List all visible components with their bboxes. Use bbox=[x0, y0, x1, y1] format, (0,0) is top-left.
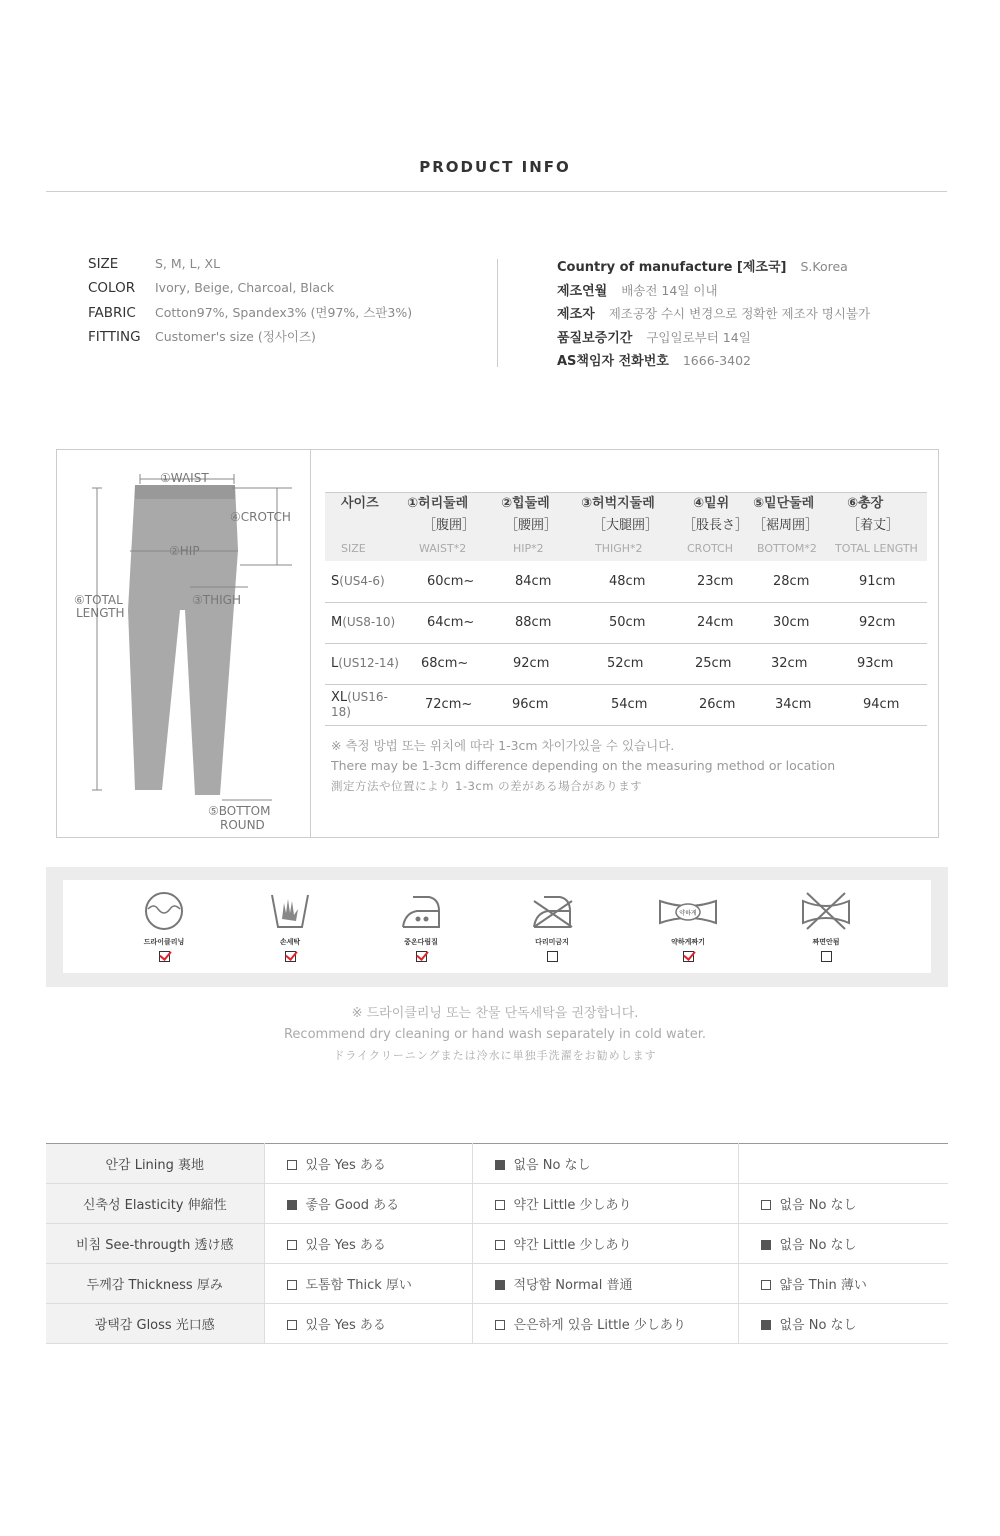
info-row-fitting bbox=[88, 327, 488, 351]
feature-option: 없음 No なし bbox=[738, 1304, 948, 1344]
value-cell: 25cm bbox=[683, 643, 753, 684]
checkbox-icon bbox=[495, 1320, 505, 1330]
value-cell: 23cm bbox=[683, 561, 753, 602]
value-cell: 50cm bbox=[581, 602, 683, 643]
care-checkbox bbox=[285, 951, 296, 962]
table-row bbox=[325, 602, 927, 643]
table-row bbox=[46, 1144, 948, 1184]
info-label: COLOR bbox=[88, 279, 136, 296]
size-table-header bbox=[325, 493, 927, 562]
info-row-color bbox=[88, 280, 488, 304]
waist-label: ①WAIST bbox=[160, 471, 209, 485]
no-iron-icon bbox=[530, 889, 574, 933]
feature-option: 도톰함 Thick 厚い bbox=[264, 1264, 472, 1304]
bottom-round-label-1: ⑤BOTTOM bbox=[208, 804, 271, 818]
feature-option: 은은하게 있음 Little 少しあり bbox=[472, 1304, 738, 1344]
care-checkbox bbox=[416, 951, 427, 962]
value-cell: 88cm bbox=[501, 602, 581, 643]
feature-label: 비침 See-througth 透け感 bbox=[46, 1224, 264, 1264]
info-label: FITTING bbox=[88, 328, 141, 345]
care-checkbox bbox=[547, 951, 558, 962]
feature-label: 신축성 Elasticity 伸縮性 bbox=[46, 1184, 264, 1224]
value-cell: 93cm bbox=[833, 643, 927, 684]
feature-option: 있음 Yes ある bbox=[264, 1224, 472, 1264]
feature-option: 없음 No なし bbox=[472, 1144, 738, 1184]
header-waist: ①허리둘레 ［腹囲］ WAIST*2 bbox=[405, 493, 501, 562]
info-row-size bbox=[88, 256, 488, 280]
feature-option: 얇음 Thin 薄い bbox=[738, 1264, 948, 1304]
info-value: 제조공장 수시 변경으로 정확한 제조자 명시불가 bbox=[608, 306, 871, 321]
table-row bbox=[46, 1304, 948, 1344]
care-item bbox=[648, 889, 728, 962]
checkbox-icon bbox=[495, 1160, 505, 1170]
value-cell: 34cm bbox=[753, 684, 833, 725]
care-checkbox bbox=[683, 951, 694, 962]
info-value: 1666-3402 bbox=[682, 353, 751, 368]
value-cell: 68cm~ bbox=[405, 643, 501, 684]
checkbox-icon bbox=[287, 1240, 297, 1250]
info-value: S, M, L, XL bbox=[155, 256, 221, 271]
care-notes bbox=[0, 1003, 990, 1066]
info-row-warranty bbox=[557, 327, 957, 351]
size-cell: XL(US16-18) bbox=[325, 684, 405, 725]
note-en: There may be 1-3cm difference depending on the measuring method or location bbox=[331, 758, 836, 773]
measurement-notes bbox=[331, 736, 835, 796]
feature-option: 약간 Little 少しあり bbox=[472, 1224, 738, 1264]
checkbox-icon bbox=[761, 1240, 771, 1250]
size-cell: S(US4-6) bbox=[325, 561, 405, 602]
feature-option: 있음 Yes ある bbox=[264, 1144, 472, 1184]
info-divider bbox=[497, 259, 498, 367]
care-label: 다리미금지 bbox=[535, 938, 569, 946]
pants-silhouette bbox=[128, 485, 238, 795]
checkbox-icon bbox=[287, 1200, 297, 1210]
care-label: 중온다림질 bbox=[404, 938, 438, 946]
hand-wash-icon bbox=[268, 889, 312, 933]
feature-option: 약간 Little 少しあり bbox=[472, 1184, 738, 1224]
care-note-jp: ドライクリーニングまたは冷水に単独手洗濯をお勧めします bbox=[333, 1049, 657, 1062]
care-item bbox=[381, 889, 461, 962]
care-item bbox=[124, 889, 204, 962]
value-cell: 64cm~ bbox=[405, 602, 501, 643]
value-cell: 92cm bbox=[501, 643, 581, 684]
info-row-manufacturer bbox=[557, 303, 957, 327]
info-row-fabric bbox=[88, 303, 488, 327]
feature-label: 광택감 Gloss 光口感 bbox=[46, 1304, 264, 1344]
value-cell: 48cm bbox=[581, 561, 683, 602]
no-wring-icon bbox=[801, 889, 851, 933]
pants-diagram bbox=[62, 460, 306, 832]
checkbox-icon bbox=[287, 1160, 297, 1170]
feature-option: 없음 No なし bbox=[738, 1224, 948, 1264]
note-jp: 測定方法や位置により 1-3cm の差がある場合があります bbox=[331, 779, 643, 793]
care-label: 드라이클리닝 bbox=[143, 938, 185, 946]
title-divider bbox=[46, 191, 947, 192]
value-cell: 28cm bbox=[753, 561, 833, 602]
info-value: Customer's size (정사이즈) bbox=[155, 328, 316, 344]
checkbox-icon bbox=[495, 1200, 505, 1210]
value-cell: 60cm~ bbox=[405, 561, 501, 602]
svg-text:약하게: 약하게 bbox=[679, 910, 697, 917]
checkbox-icon bbox=[761, 1200, 771, 1210]
header-crotch: ④밑위 ［股長さ］ CROTCH bbox=[683, 493, 753, 562]
table-row bbox=[325, 684, 927, 725]
info-value: S.Korea bbox=[800, 259, 848, 274]
table-row bbox=[325, 643, 927, 684]
feature-label: 안감 Lining 裏地 bbox=[46, 1144, 264, 1184]
info-label: Country of manufacture [제조국] bbox=[557, 260, 787, 275]
checkbox-icon bbox=[761, 1280, 771, 1290]
wring-gently-icon bbox=[658, 889, 718, 933]
feature-table bbox=[46, 1143, 948, 1344]
table-row bbox=[46, 1264, 948, 1304]
checkbox-icon bbox=[761, 1320, 771, 1330]
iron-medium-icon bbox=[399, 889, 443, 933]
value-cell: 72cm~ bbox=[405, 684, 501, 725]
value-cell: 84cm bbox=[501, 561, 581, 602]
header-bottom: ⑤밑단둘레 ［裾周囲］ BOTTOM*2 bbox=[753, 493, 833, 562]
header-size: 사이즈 SIZE bbox=[325, 493, 405, 562]
info-label: FABRIC bbox=[88, 305, 136, 321]
checkbox-icon bbox=[495, 1240, 505, 1250]
note-ko: ※ 측정 방법 또는 위치에 따라 1-3cm 차이가있을 수 있습니다. bbox=[331, 738, 675, 753]
care-label: 짜면안됨 bbox=[812, 938, 840, 946]
info-label: AS책임자 전화번호 bbox=[557, 354, 669, 369]
info-label: SIZE bbox=[88, 256, 119, 272]
size-cell: M(US8-10) bbox=[325, 602, 405, 643]
info-value: 배송전 14일 이내 bbox=[621, 282, 718, 298]
checkbox-icon bbox=[287, 1320, 297, 1330]
feature-label: 두께감 Thickness 厚み bbox=[46, 1264, 264, 1304]
care-item bbox=[250, 889, 330, 962]
value-cell: 94cm bbox=[833, 684, 927, 725]
value-cell: 92cm bbox=[833, 602, 927, 643]
value-cell: 24cm bbox=[683, 602, 753, 643]
value-cell: 32cm bbox=[753, 643, 833, 684]
care-checkbox bbox=[821, 951, 832, 962]
info-label: 제조연월 bbox=[557, 283, 608, 299]
crotch-label: ④CROTCH bbox=[230, 510, 291, 524]
info-value: Cotton97%, Spandex3% (면97%, 스판3%) bbox=[155, 305, 413, 320]
feature-option: 없음 No なし bbox=[738, 1184, 948, 1224]
value-cell: 30cm bbox=[753, 602, 833, 643]
bottom-round-label-2: ROUND bbox=[220, 818, 265, 832]
info-label: 제조자 bbox=[557, 307, 595, 322]
value-cell: 52cm bbox=[581, 643, 683, 684]
header-total-length: ⑥총장 ［着丈］ TOTAL LENGTH bbox=[833, 493, 927, 562]
table-row bbox=[46, 1224, 948, 1264]
info-row-manufacture-date bbox=[557, 280, 957, 304]
value-cell: 26cm bbox=[683, 684, 753, 725]
header-hip: ②힙둘레 ［腰囲］ HIP*2 bbox=[501, 493, 581, 562]
hip-label: ②HIP bbox=[169, 544, 200, 558]
care-label: 약하게짜기 bbox=[671, 938, 705, 946]
total-length-label-1: ⑥TOTAL bbox=[74, 593, 123, 607]
feature-option: 좋음 Good ある bbox=[264, 1184, 472, 1224]
size-table bbox=[325, 492, 927, 726]
waistband bbox=[135, 485, 235, 499]
care-item bbox=[512, 889, 592, 962]
size-chart-divider bbox=[310, 449, 311, 838]
feature-option: 적당함 Normal 普通 bbox=[472, 1264, 738, 1304]
total-length-label-2: LENGTH bbox=[76, 606, 125, 620]
table-row bbox=[46, 1184, 948, 1224]
dry-clean-icon bbox=[142, 889, 186, 933]
feature-option bbox=[738, 1144, 948, 1184]
info-row-country bbox=[557, 256, 957, 280]
table-row bbox=[325, 561, 927, 602]
value-cell: 54cm bbox=[581, 684, 683, 725]
thigh-label: ③THIGH bbox=[192, 593, 241, 607]
info-row-as-phone bbox=[557, 350, 957, 374]
care-checkbox bbox=[159, 951, 170, 962]
value-cell: 91cm bbox=[833, 561, 927, 602]
product-info-right bbox=[557, 256, 957, 374]
feature-option: 있음 Yes ある bbox=[264, 1304, 472, 1344]
checkbox-icon bbox=[287, 1280, 297, 1290]
info-value: 구입일로부터 14일 bbox=[646, 329, 751, 345]
product-info-left bbox=[88, 256, 488, 350]
header-thigh: ③허벅지둘레 ［大腿囲］ THIGH*2 bbox=[581, 493, 683, 562]
info-label: 품질보증기간 bbox=[557, 330, 633, 346]
care-note-en: Recommend dry cleaning or hand wash separately in cold water. bbox=[283, 1027, 706, 1042]
checkbox-icon bbox=[495, 1280, 505, 1290]
info-value: Ivory, Beige, Charcoal, Black bbox=[155, 279, 335, 295]
care-item bbox=[786, 889, 866, 962]
care-note-ko: ※ 드라이클리닝 또는 찬물 단독세탁을 권장합니다. bbox=[351, 1006, 639, 1021]
size-cell: L(US12-14) bbox=[325, 643, 405, 684]
care-label: 손세탁 bbox=[279, 938, 301, 946]
page-title: PRODUCT INFO bbox=[419, 158, 571, 176]
value-cell: 96cm bbox=[501, 684, 581, 725]
